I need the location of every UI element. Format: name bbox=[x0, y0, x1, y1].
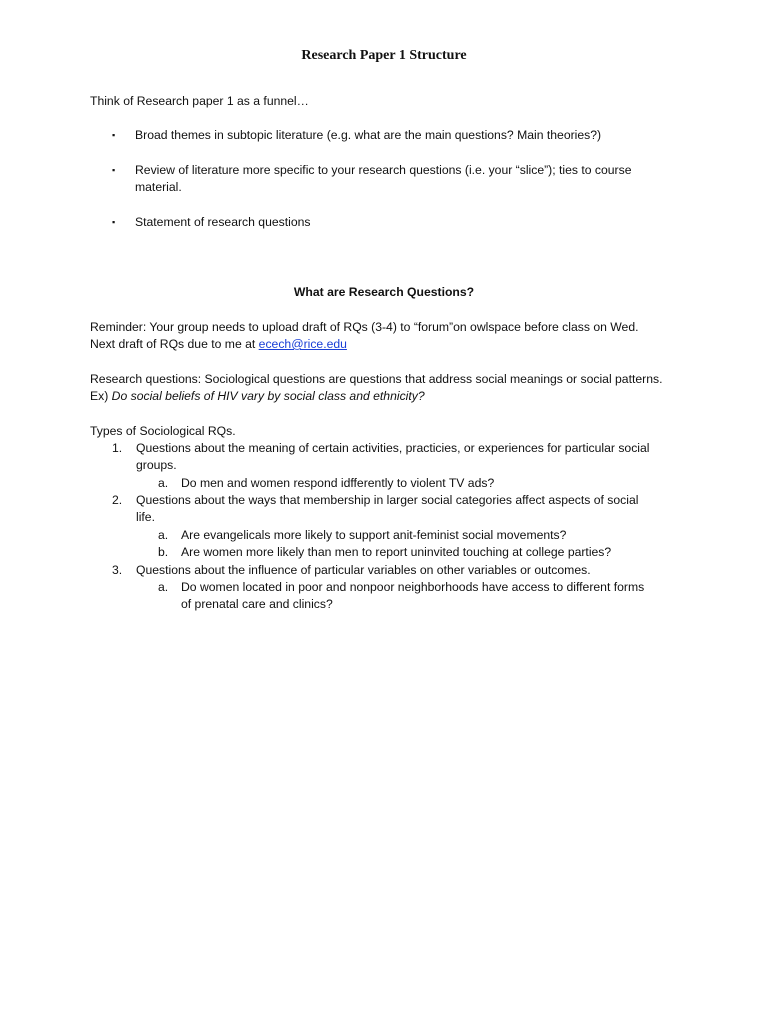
sub-list-item-text: Do women located in poor and nonpoor neighborhoods have access to different forms bbox=[181, 580, 645, 594]
list-item-text: Questions about the meaning of certain activities, practicies, or experiences for particular social bbox=[136, 441, 650, 455]
example-text: Do social beliefs of HIV vary by social class and ethnicity? bbox=[111, 389, 425, 403]
section-heading: What are Research Questions? bbox=[293, 285, 475, 299]
bullet-icon: ▪ bbox=[112, 165, 116, 175]
sub-list-item-text: Are evangelicals more likely to support anit-feminist social movements? bbox=[181, 528, 567, 542]
list-number: 2. bbox=[112, 493, 123, 507]
bullet-item-text: Review of literature more specific to your research questions (i.e. your “slice”); ties to course bbox=[135, 163, 632, 177]
reminder-prefix: Next draft of RQs due to me at bbox=[90, 337, 259, 351]
example-line bbox=[90, 388, 425, 405]
reminder-line bbox=[90, 336, 347, 353]
list-item-text: Questions about the ways that membership in larger social categories affect aspects of social bbox=[136, 493, 639, 507]
sub-list-letter: a. bbox=[158, 476, 169, 490]
intro-text: Think of Research paper 1 as a funnel… bbox=[90, 94, 309, 108]
bullet-icon: ▪ bbox=[112, 217, 116, 227]
bullet-item-text: Statement of research questions bbox=[135, 215, 311, 229]
list-number: 1. bbox=[112, 441, 123, 455]
sub-list-item-text: of prenatal care and clinics? bbox=[181, 597, 333, 611]
definition-line: Research questions: Sociological questions are questions that address social meanings or social patterns. bbox=[90, 372, 663, 386]
reminder-line: Reminder: Your group needs to upload draft of RQs (3-4) to “forum”on owlspace before class on Wed. bbox=[90, 320, 639, 334]
sub-list-letter: a. bbox=[158, 528, 169, 542]
bullet-item-text: material. bbox=[135, 180, 182, 194]
types-heading: Types of Sociological RQs. bbox=[90, 424, 236, 438]
bullet-item-text: Broad themes in subtopic literature (e.g. what are the main questions? Main theories?) bbox=[135, 128, 602, 142]
example-prefix: Ex) bbox=[90, 389, 112, 403]
page-title: Research Paper 1 Structure bbox=[301, 48, 467, 63]
bullet-icon: ▪ bbox=[112, 130, 116, 140]
list-item-text: Questions about the influence of particular variables on other variables or outcomes. bbox=[136, 563, 591, 577]
list-number: 3. bbox=[112, 563, 123, 577]
email-link[interactable]: ecech@rice.edu bbox=[258, 337, 347, 351]
sub-list-item-text: Are women more likely than men to report uninvited touching at college parties? bbox=[181, 545, 612, 559]
sub-list-letter: b. bbox=[158, 545, 169, 559]
sub-list-item-text: Do men and women respond idfferently to violent TV ads? bbox=[181, 476, 495, 490]
list-item-text: life. bbox=[136, 510, 155, 524]
list-item-text: groups. bbox=[136, 458, 177, 472]
sub-list-letter: a. bbox=[158, 580, 169, 594]
